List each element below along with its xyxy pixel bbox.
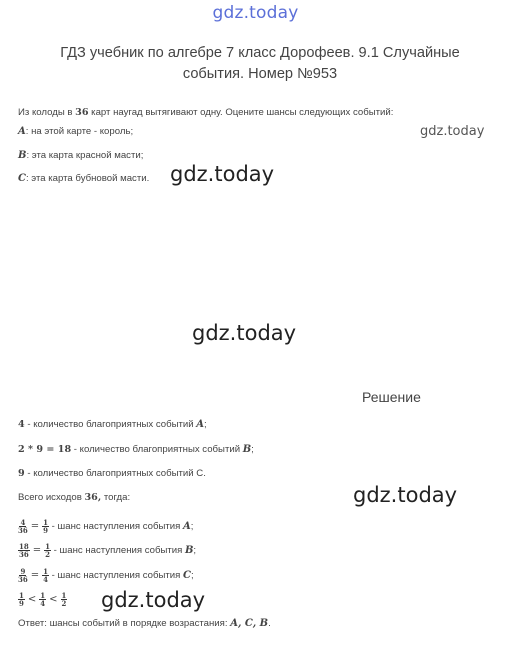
answer-vars: A, C, B bbox=[230, 618, 269, 629]
event-letter: A bbox=[18, 126, 26, 137]
intro-text-after: карт наугад вытягивают одну. Оцените шансы следующих событий: bbox=[88, 107, 394, 118]
site-logo[interactable]: gdz.today bbox=[212, 3, 299, 23]
event-var: B bbox=[242, 444, 252, 455]
event-text: : эта карта красной масти; bbox=[26, 150, 144, 161]
solution-line bbox=[18, 468, 206, 479]
solution-heading: Решение bbox=[362, 389, 421, 405]
intro-text-before: Из колоды в bbox=[18, 107, 76, 118]
answer-line bbox=[18, 618, 271, 629]
fraction: $\frac{1}{4}$ bbox=[40, 591, 46, 608]
total-text: Всего исходов bbox=[18, 492, 85, 503]
event-var: B bbox=[184, 545, 194, 557]
event-c bbox=[18, 173, 149, 184]
fraction: $\frac{4}{36}$ bbox=[18, 518, 28, 535]
chance-text: - шанс наступления события bbox=[49, 570, 183, 582]
answer-tail: . bbox=[268, 618, 271, 629]
fraction: $\frac{1}{2}$ bbox=[61, 591, 67, 608]
solution-line bbox=[18, 444, 254, 455]
chance-line: $\frac{4}{36}$ = $\frac{1}{9}$ - шанс наступления события A; bbox=[18, 518, 194, 535]
total-tail: тогда: bbox=[101, 492, 131, 503]
fraction: $\frac{1}{9}$ bbox=[19, 591, 24, 608]
chance-text: - шанс наступления события bbox=[49, 521, 183, 533]
answer-text: Ответ: шансы событий в порядке возрастания: bbox=[18, 618, 231, 629]
watermark: gdz.today bbox=[420, 124, 485, 139]
fraction: $\frac{1}{2}$ bbox=[45, 542, 51, 559]
count-value: 9 bbox=[18, 468, 25, 479]
event-letter: B bbox=[18, 150, 27, 161]
event-b bbox=[18, 150, 143, 161]
problem-intro bbox=[18, 107, 393, 118]
line-text: - количество благоприятных событий bbox=[71, 444, 243, 455]
watermark: gdz.today bbox=[353, 483, 458, 507]
count-value: 2 * 9 = 18 bbox=[18, 444, 72, 455]
solution-line bbox=[18, 419, 207, 430]
chance-line: $\frac{18}{36}$ = $\frac{1}{2}$ - шанс наступления события B; bbox=[19, 542, 197, 559]
total-number: 36, bbox=[84, 492, 102, 503]
event-var: C bbox=[182, 570, 191, 582]
watermark: gdz.today bbox=[170, 162, 275, 186]
watermark: gdz.today bbox=[101, 588, 206, 612]
order-inequality: $\frac{1}{9}$ < $\frac{1}{4}$ < $\frac{1}{2}$ bbox=[19, 591, 67, 608]
fraction: $\frac{18}{36}$ bbox=[19, 542, 29, 559]
event-var: A bbox=[182, 521, 191, 533]
count-value: 4 bbox=[18, 419, 25, 430]
line-text: - количество благоприятных событий С. bbox=[24, 468, 206, 479]
chance-text: - шанс наступления события bbox=[51, 545, 185, 557]
page-title: ГДЗ учебник по алгебре 7 класс Дорофеев. 9.1 Случайные события. Номер №953 bbox=[60, 45, 460, 82]
line-text: - количество благоприятных событий bbox=[24, 419, 197, 430]
line-tail: ; bbox=[251, 444, 254, 455]
total-outcomes bbox=[18, 492, 130, 503]
event-var: A bbox=[196, 419, 205, 430]
event-text: : на этой карте - король; bbox=[25, 126, 134, 137]
line-tail: ; bbox=[204, 419, 207, 430]
intro-number: 36 bbox=[75, 107, 89, 118]
chance-line: $\frac{9}{36}$ = $\frac{1}{4}$ - шанс наступления события C; bbox=[18, 567, 194, 584]
watermark: gdz.today bbox=[192, 321, 297, 345]
event-letter: C bbox=[18, 173, 26, 184]
event-text: : эта карта бубновой масти. bbox=[25, 173, 150, 184]
fraction: $\frac{9}{36}$ bbox=[18, 567, 28, 584]
event-a bbox=[18, 126, 133, 137]
fraction: $\frac{1}{4}$ bbox=[43, 567, 49, 584]
fraction: $\frac{1}{9}$ bbox=[43, 518, 49, 535]
